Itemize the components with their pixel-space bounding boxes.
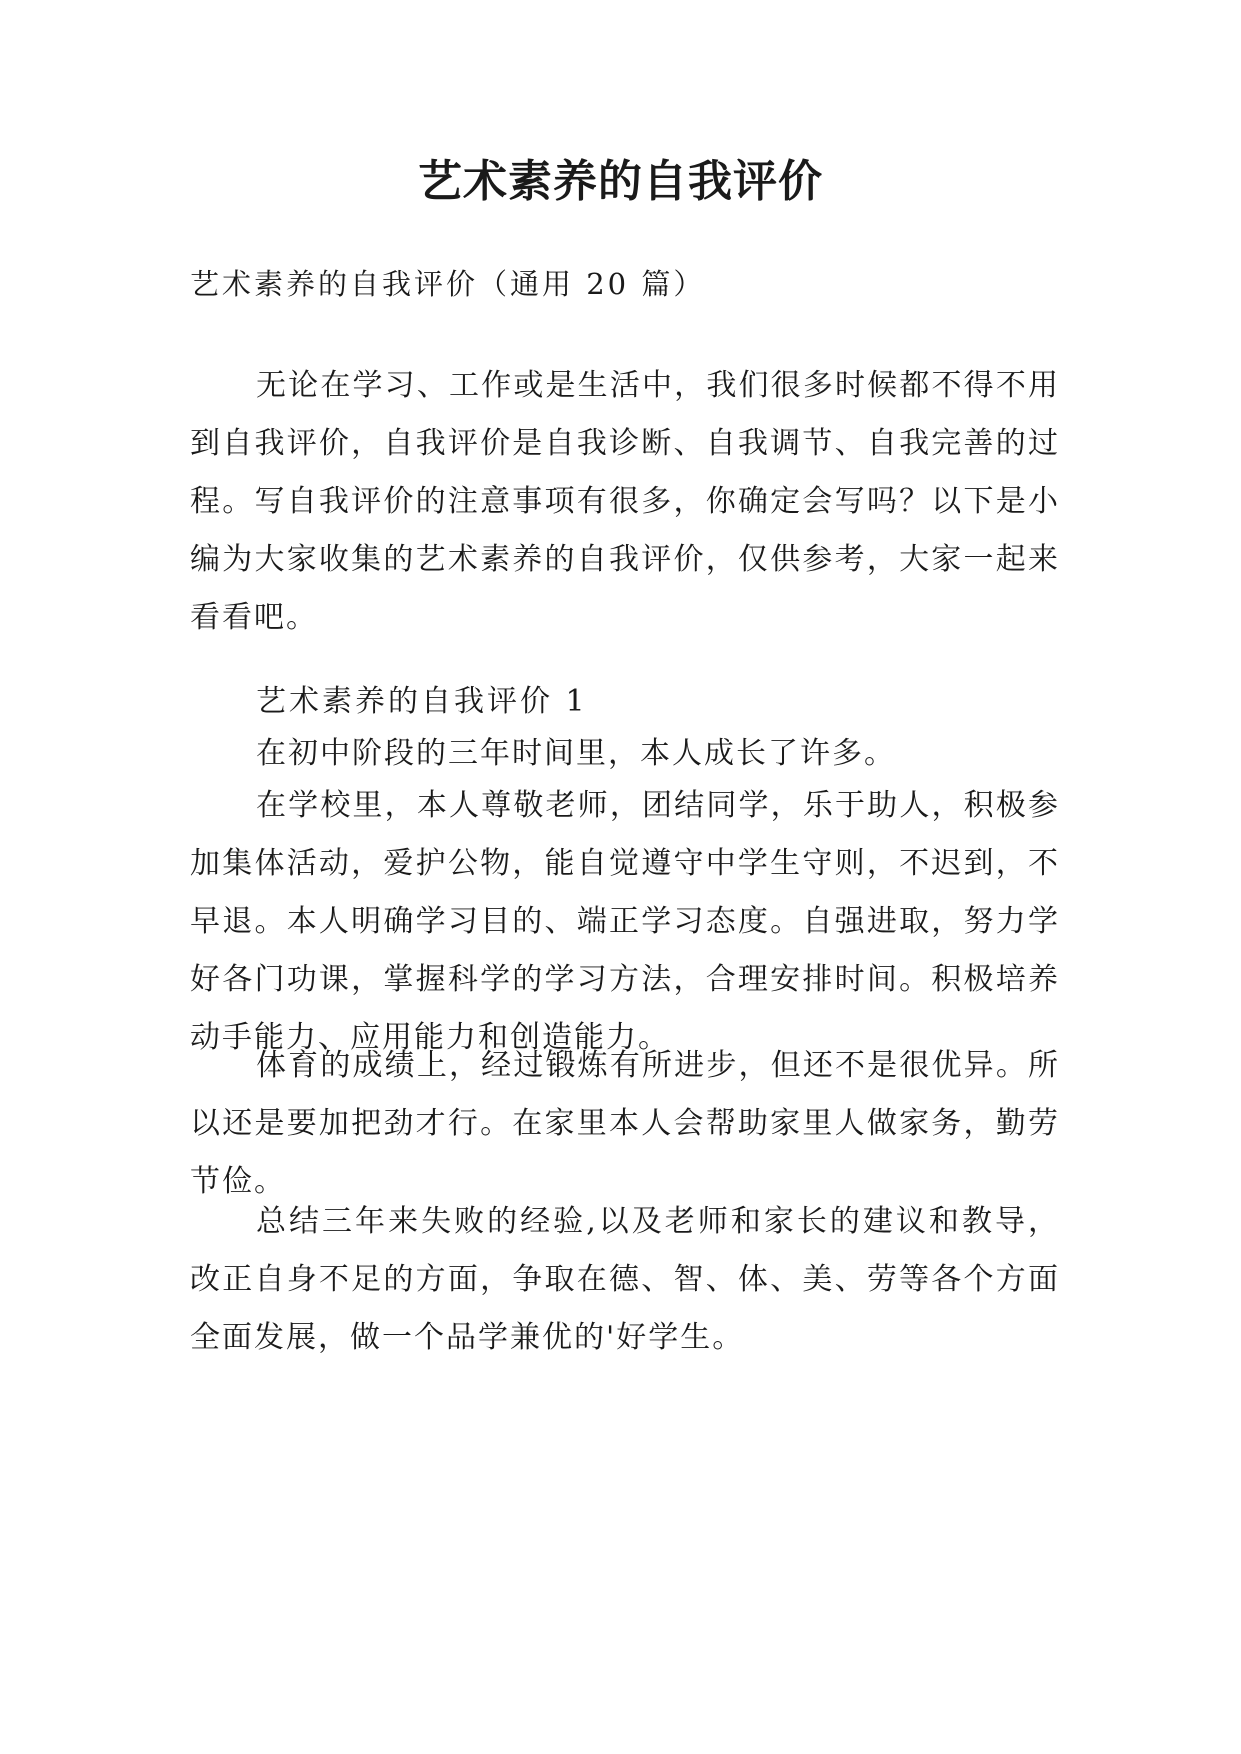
section1-paragraph-3: 体育的成绩上，经过锻炼有所进步，但还不是很优异。所以还是要加把劲才行。在家里本人会帮助家里人做家务，勤劳节俭。 (190, 1048, 1060, 1199)
document-title: 艺术素养的自我评价 (418, 156, 823, 207)
section-heading-1: 艺术素养的自我评价 1 (256, 684, 588, 719)
document-subtitle: 艺术素养的自我评价（通用 20 篇） (190, 267, 706, 301)
section1-paragraph-4: 总结三年来失败的经验,以及老师和家长的建议和教导，改正自身不足的方面，争取在德、智、体、美、劳等各个方面全面发展，做一个品学兼优的'好学生。 (190, 1204, 1060, 1355)
section1-paragraph-1: 在初中阶段的三年时间里，本人成长了许多。 (256, 736, 896, 771)
intro-paragraph: 无论在学习、工作或是生活中，我们很多时候都不得不用到自我评价，自我评价是自我诊断、自我调节、自我完善的过程。写自我评价的注意事项有很多，你确定会写吗？以下是小编为大家收集的艺术素养的自我评价，仅供参考，大家一起来看看吧。 (190, 368, 1060, 635)
section1-paragraph-2: 在学校里，本人尊敬老师，团结同学，乐于助人，积极参加集体活动，爱护公物，能自觉遵守中学生守则，不迟到，不早退。本人明确学习目的、端正学习态度。自强进取，努力学好各门功课，掌握科学的学习方法，合理安排时间。积极培养动手能力、应用能力和创造能力。 (190, 788, 1060, 1055)
